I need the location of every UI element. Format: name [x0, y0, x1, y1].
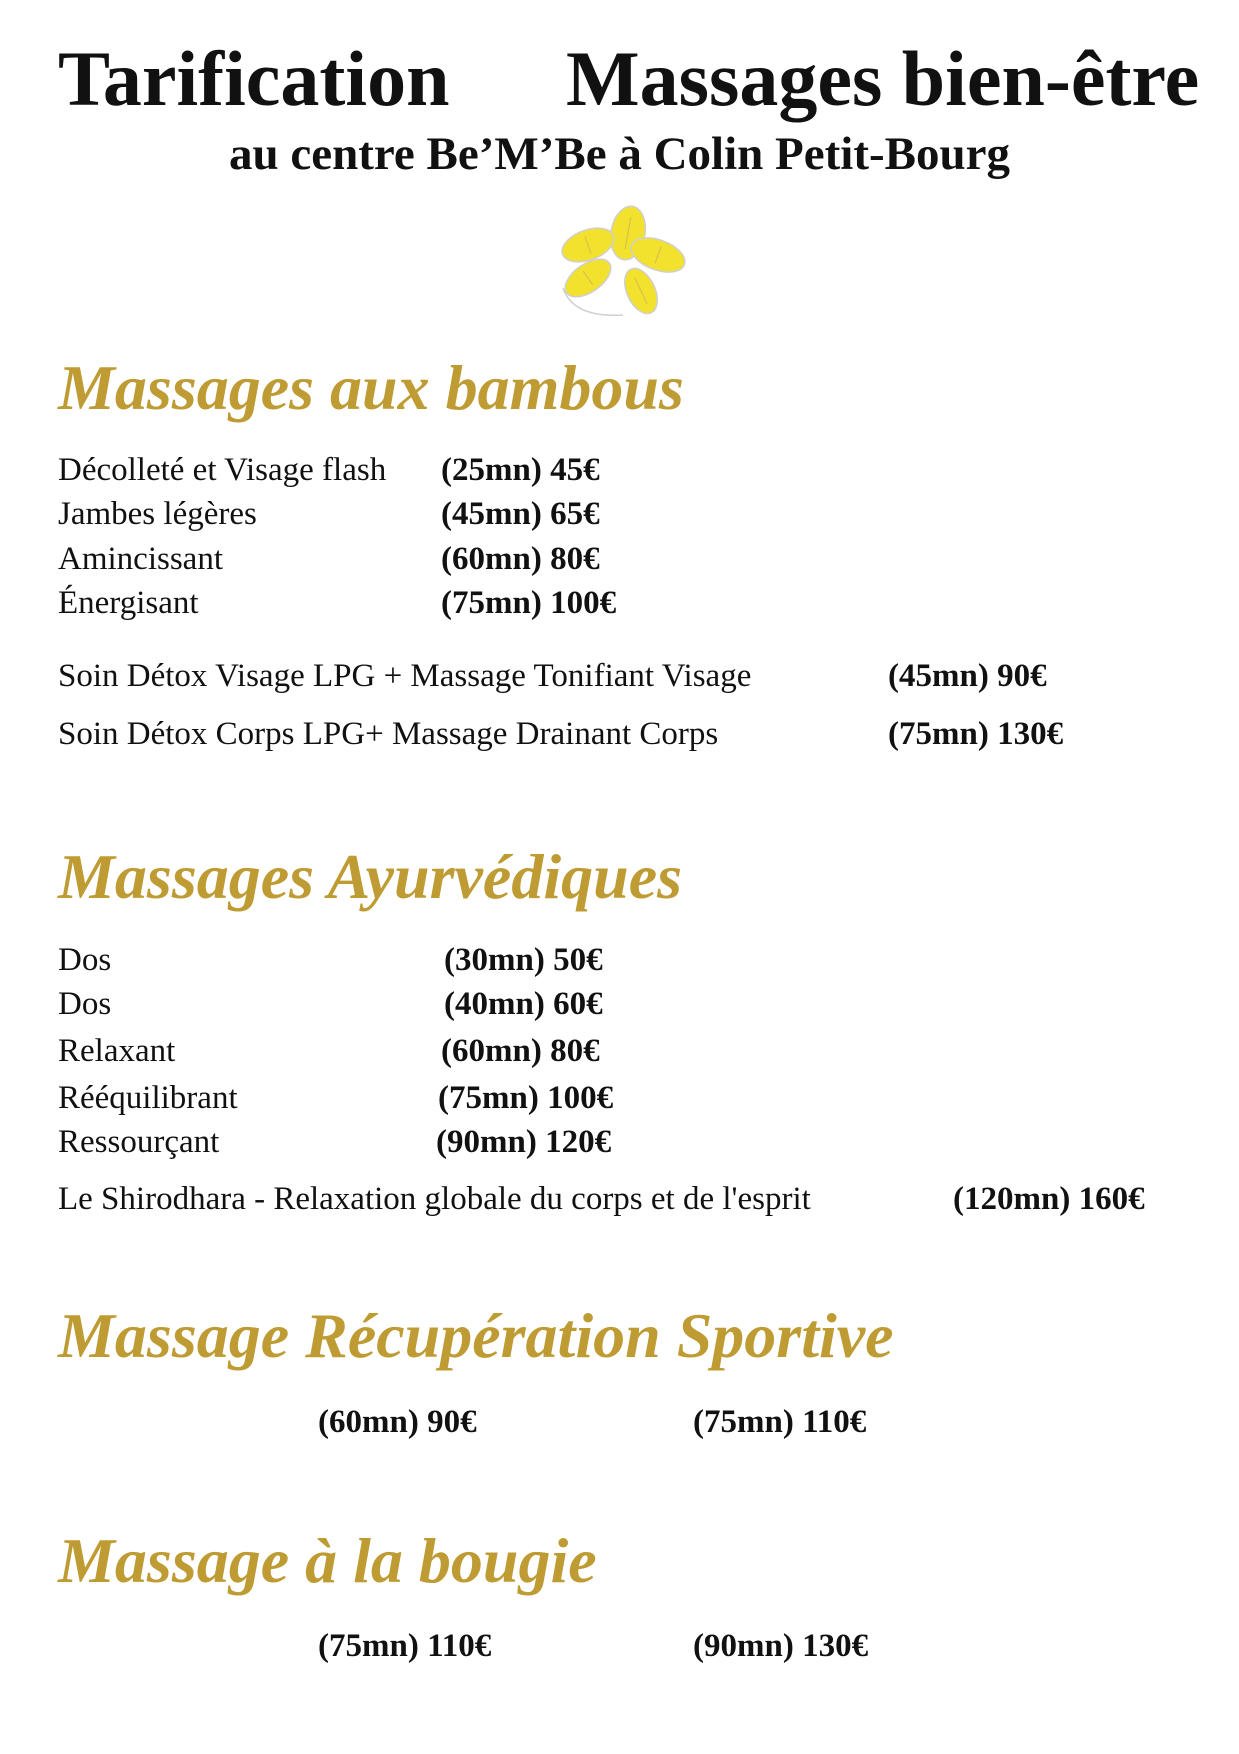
service-price: (75mn) 100€ — [438, 1080, 614, 1116]
service-price: (75mn) 110€ — [693, 1404, 867, 1440]
service-label: Décolleté et Visage flash — [58, 452, 387, 488]
service-price: (40mn) 60€ — [444, 986, 603, 1022]
section-title-ayurvediques: Massages Ayurvédiques — [58, 841, 682, 912]
section-title-recuperation-sportive: Massage Récupération Sportive — [58, 1300, 894, 1371]
service-label: Dos — [58, 942, 112, 978]
service-label: Rééquilibrant — [58, 1080, 238, 1116]
yellow-flower-logo-icon — [553, 193, 703, 328]
service-price: (75mn) 110€ — [318, 1628, 492, 1664]
section-title-bambous: Massages aux bambous — [58, 352, 684, 423]
service-price: (75mn) 100€ — [441, 585, 617, 621]
service-price: (120mn) 160€ — [953, 1181, 1145, 1217]
service-price: (75mn) 130€ — [888, 716, 1064, 752]
page-subtitle: au centre Be’M’Be à Colin Petit-Bourg — [229, 128, 1010, 180]
service-price: (45mn) 90€ — [888, 658, 1047, 694]
service-price: (60mn) 80€ — [441, 541, 600, 577]
section-title-bougie: Massage à la bougie — [58, 1525, 597, 1596]
service-label: Dos — [58, 986, 112, 1022]
page-title: Tarification — [58, 35, 450, 122]
service-label: Soin Détox Corps LPG+ Massage Drainant Corps — [58, 716, 719, 752]
service-price: (45mn) 65€ — [441, 496, 600, 532]
service-label: Énergisant — [58, 585, 199, 621]
service-label: Soin Détox Visage LPG + Massage Tonifiant Visage — [58, 658, 752, 694]
page-title-category: Massages bien-être — [566, 35, 1200, 122]
service-label: Jambes légères — [58, 496, 257, 532]
service-price: (25mn) 45€ — [441, 452, 600, 488]
service-price: (60mn) 90€ — [318, 1404, 477, 1440]
service-price: (60mn) 80€ — [441, 1033, 600, 1069]
service-price: (90mn) 130€ — [693, 1628, 869, 1664]
service-price: (30mn) 50€ — [444, 942, 603, 978]
service-label: Ressourçant — [58, 1124, 220, 1160]
service-label: Le Shirodhara - Relaxation globale du corps et de l'esprit — [58, 1181, 811, 1217]
service-label: Amincissant — [58, 541, 223, 577]
service-label: Relaxant — [58, 1033, 176, 1069]
service-price: (90mn) 120€ — [436, 1124, 612, 1160]
